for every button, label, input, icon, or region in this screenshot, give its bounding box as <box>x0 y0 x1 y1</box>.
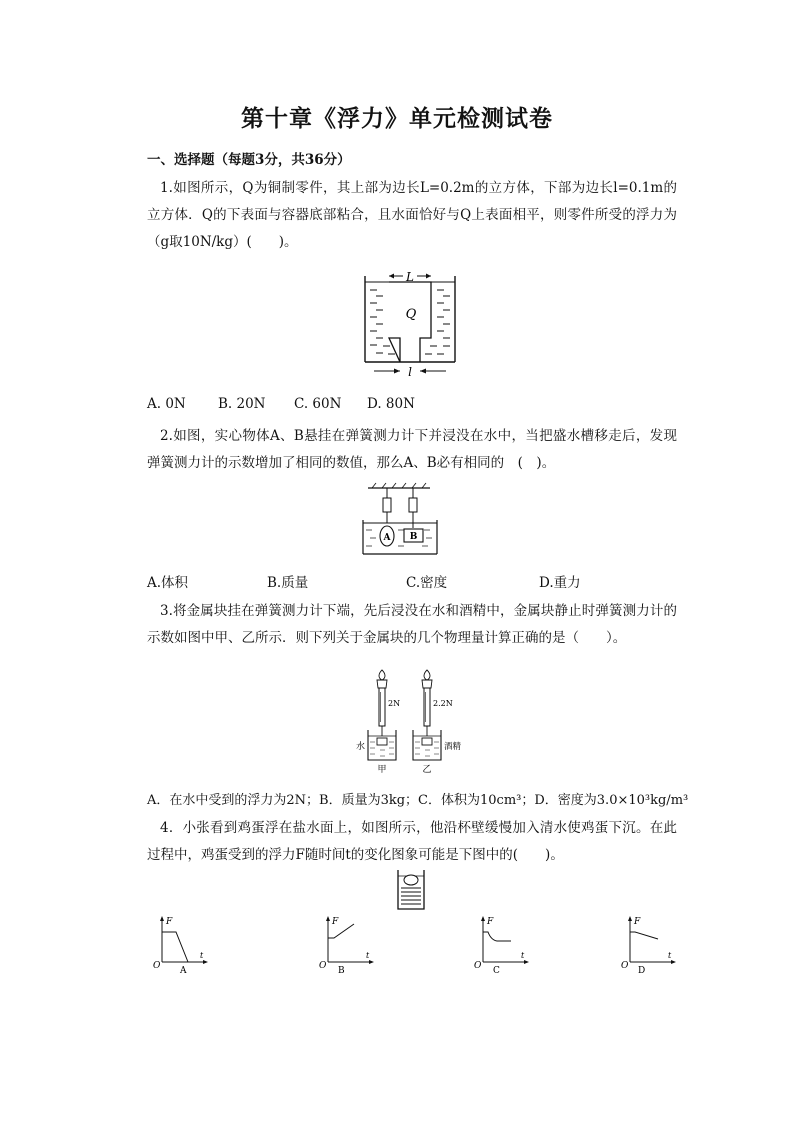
question-4-beaker-figure <box>395 868 427 912</box>
reading-right: 2.2N <box>433 699 453 708</box>
graph-d-y-axis: F <box>634 917 641 927</box>
q1-option-b: B. 20N <box>218 396 266 412</box>
dimension-label-l: l <box>408 365 412 379</box>
graph-b-origin: O <box>319 961 327 971</box>
q1-option-c: C. 60N <box>294 396 342 412</box>
q2-option-a: A.体积 <box>147 575 189 591</box>
graph-a-label: A <box>180 966 187 974</box>
question-2-text: 2.如图，实心物体A、B悬挂在弹簧测力计下并浸没在水中，当把盛水槽移走后，发现弹簧测力计的示数增加了相同的数值，那么A、B必有相同的 ( )。 <box>147 428 677 471</box>
q1-option-d: D. 80N <box>367 396 415 412</box>
graph-c-origin: O <box>474 961 482 971</box>
question-4-text: 4．小张看到鸡蛋浮在盐水面上，如图所示，他沿杯壁缓慢加入清水使鸡蛋下沉。在此过程中，鸡蛋受到的浮力F随时间t的变化图象可能是下图中的( )。 <box>147 820 677 863</box>
q2-option-c: C.密度 <box>406 575 448 591</box>
graph-b-x-axis: t <box>366 951 370 960</box>
object-label-a: A <box>383 533 391 543</box>
dimension-label-L: L <box>406 270 414 284</box>
graph-a-x-axis: t <box>200 951 204 960</box>
reading-left: 2N <box>388 699 401 708</box>
object-label-b: B <box>409 532 418 542</box>
liquid-label-alcohol: 酒精 <box>444 742 462 752</box>
caption-yi: 乙 <box>422 765 432 775</box>
page-title: 第十章《浮力》单元检测试卷 <box>241 105 553 132</box>
graph-d <box>618 912 680 974</box>
question-3-text: 3.将金属块挂在弹簧测力计下端，先后浸没在水和酒精中，金属块静止时弹簧测力计的示数如图中甲、乙所示．则下列关于金属块的几个物理量计算正确的是（ ）。 <box>147 603 677 646</box>
question-1-text: 1.如图所示，Q为铜制零件，其上部为边长L=0.2m的立方体，下部为边长l=0.1m的立方体．Q的下表面与容器底部粘合，且水面恰好与Q上表面相平，则零件所受的浮力为（g取10N/kg）( )。 <box>147 180 677 250</box>
q2-option-d: D.重力 <box>539 575 581 591</box>
graph-a-origin: O <box>153 961 161 971</box>
question-1-figure <box>360 270 460 380</box>
caption-jia: 甲 <box>377 765 387 775</box>
graph-c <box>471 912 533 974</box>
question-3-figure <box>356 668 466 780</box>
graph-c-label: C <box>493 966 500 974</box>
graph-b-y-axis: F <box>332 917 339 927</box>
graph-d-label: D <box>638 966 646 974</box>
graph-b-label: B <box>338 966 345 974</box>
question-3-options: A．在水中受到的浮力为2N；B．质量为3kg；C．体积为10cm³；D．密度为3.0×10³kg/m³ <box>147 793 689 808</box>
graph-b <box>316 912 378 974</box>
liquid-label-water: 水 <box>356 742 366 752</box>
graph-a <box>150 912 212 974</box>
question-2-figure <box>360 480 440 560</box>
graph-c-y-axis: F <box>487 917 494 927</box>
graph-d-origin: O <box>621 961 629 971</box>
graph-d-x-axis: t <box>668 951 672 960</box>
graph-a-y-axis: F <box>166 917 173 927</box>
q2-option-b: B.质量 <box>267 575 309 591</box>
graph-c-x-axis: t <box>521 951 525 960</box>
section-heading-choice: 一、选择题（每题3分，共36分） <box>147 152 351 168</box>
part-label-Q: Q <box>405 307 417 322</box>
q1-option-a: A. 0N <box>147 396 186 412</box>
